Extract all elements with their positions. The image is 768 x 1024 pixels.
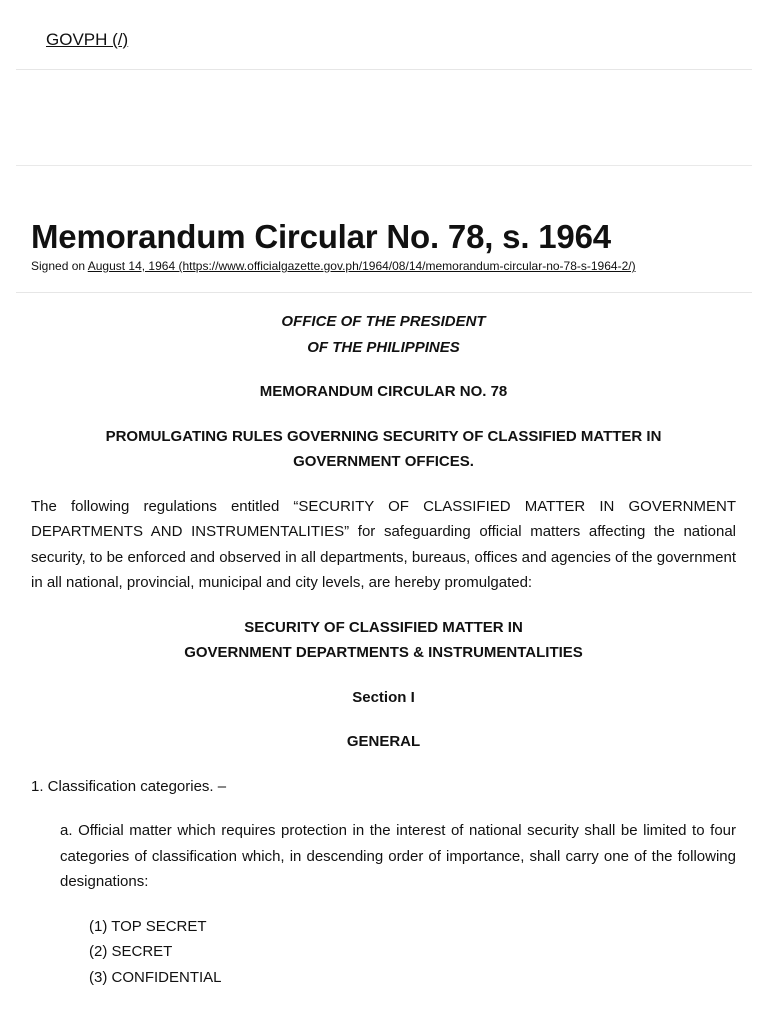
office-heading xyxy=(31,309,736,360)
office-line-2: OF THE PHILIPPINES xyxy=(307,338,460,356)
designation-top-secret: (1) TOP SECRET xyxy=(89,917,207,935)
signed-date-link[interactable]: August 14, 1964 (https://www.officialgazette.gov.ph/1964/08/14/memorandum-circular-no-78-s-1964-2/) xyxy=(87,259,636,273)
designation-confidential: (3) CONFIDENTIAL xyxy=(89,968,222,986)
designation-secret: (2) SECRET xyxy=(89,943,173,960)
page-title: Memorandum Circular No. 78, s. 1964 xyxy=(31,218,611,255)
site-header xyxy=(16,0,752,70)
regulation-heading-line-2: GOVERNMENT DEPARTMENTS & INSTRUMENTALITIES xyxy=(184,644,583,661)
section-number: Section I xyxy=(352,688,415,706)
circular-number: MEMORANDUM CIRCULAR NO. 78 xyxy=(259,383,508,400)
regulation-heading-line-1: SECURITY OF CLASSIFIED MATTER IN xyxy=(244,618,523,636)
list-item-1a: a. Official matter which requires protection in the interest of national security shall be limited to four categories of classification which, in descending order of importance, shall carry one of the following designations: xyxy=(60,822,736,890)
designation-list xyxy=(31,914,736,991)
banner-area xyxy=(16,70,752,166)
article-body xyxy=(31,309,736,1009)
signed-date xyxy=(31,259,636,273)
intro-paragraph: The following regulations entitled “SECURITY OF CLASSIFIED MATTER IN GOVERNMENT DEPARTMENTS AND INSTRUMENTALITIES” for safeguarding official matters affecting the national security, to be enforced and observed in all departments, bureaus, offices and agencies of the government in all national, provincial, municipal and city levels, are hereby promulgated: xyxy=(31,497,736,591)
office-line-1: OFFICE OF THE PRESIDENT xyxy=(281,313,486,330)
govph-link[interactable]: GOVPH (/) xyxy=(46,30,129,49)
signed-prefix: Signed on xyxy=(31,259,86,273)
section-title: GENERAL xyxy=(346,733,421,750)
regulation-heading xyxy=(31,615,736,666)
title-divider xyxy=(16,292,752,293)
circular-subject: PROMULGATING RULES GOVERNING SECURITY OF CLASSIFIED MATTER IN GOVERNMENT OFFICES. xyxy=(105,427,662,470)
list-item-classification: 1. Classification categories. – xyxy=(31,777,227,795)
